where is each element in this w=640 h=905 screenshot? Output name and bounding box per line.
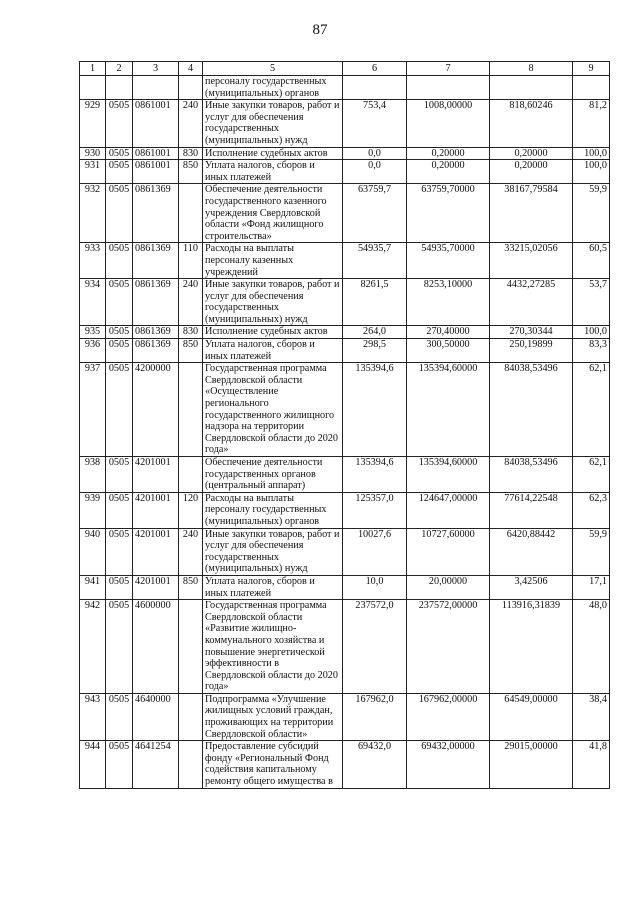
executed-amount-cell: 818,60246 xyxy=(490,100,573,147)
planned-amount-cell: 135394,6 xyxy=(343,457,407,493)
expense-type-cell: 850 xyxy=(179,575,203,599)
row-number-cell: 943 xyxy=(80,693,106,740)
target-article-cell: 4201001 xyxy=(133,457,179,493)
planned-amount-cell xyxy=(343,76,407,100)
target-article-cell: 0861369 xyxy=(133,184,179,243)
executed-amount-cell: 113916,31839 xyxy=(490,600,573,694)
executed-amount-cell: 29015,00000 xyxy=(490,741,573,788)
row-number-cell: 938 xyxy=(80,457,106,493)
planned-amount-cell: 8261,5 xyxy=(343,279,407,326)
expense-type-cell: 240 xyxy=(179,279,203,326)
target-article-cell xyxy=(133,76,179,100)
section-code-cell: 0505 xyxy=(106,528,133,575)
section-code-cell: 0505 xyxy=(106,184,133,243)
section-code-cell: 0505 xyxy=(106,575,133,599)
refined-amount-cell: 300,50000 xyxy=(407,339,490,363)
item-name-cell: Обеспечение деятельности государственных органов (центральный аппарат) xyxy=(203,457,343,493)
row-number-cell: 936 xyxy=(80,339,106,363)
item-name-cell: Государственная программа Свердловской области «Осуществление регионального государственного жилищного надзора на территории Свердловской области до 2020 года» xyxy=(203,363,343,457)
table-row xyxy=(80,492,610,528)
item-name-cell: Государственная программа Свердловской области «Развитие жилищно-коммунального хозяйства и повышение энергетической эффективности в Свердловской области до 2020 года» xyxy=(203,600,343,694)
refined-amount-cell: 135394,60000 xyxy=(407,363,490,457)
header-cell: 1 xyxy=(80,62,106,76)
row-number-cell: 942 xyxy=(80,600,106,694)
planned-amount-cell: 0,0 xyxy=(343,147,407,160)
expense-type-cell xyxy=(179,693,203,740)
refined-amount-cell: 1008,00000 xyxy=(407,100,490,147)
row-number-cell: 931 xyxy=(80,160,106,184)
execution-percent-cell: 17,1 xyxy=(573,575,610,599)
section-code-cell: 0505 xyxy=(106,457,133,493)
executed-amount-cell: 33215,02056 xyxy=(490,243,573,279)
execution-percent-cell: 41,8 xyxy=(573,741,610,788)
execution-percent-cell: 62,1 xyxy=(573,457,610,493)
refined-amount-cell: 20,00000 xyxy=(407,575,490,599)
section-code-cell: 0505 xyxy=(106,100,133,147)
execution-percent-cell: 62,1 xyxy=(573,363,610,457)
executed-amount-cell: 250,19899 xyxy=(490,339,573,363)
execution-percent-cell: 100,0 xyxy=(573,160,610,184)
refined-amount-cell: 0,20000 xyxy=(407,147,490,160)
execution-percent-cell: 100,0 xyxy=(573,147,610,160)
item-name-cell: Иные закупки товаров, работ и услуг для обеспечения государственных (муниципальных) нужд xyxy=(203,528,343,575)
refined-amount-cell: 124647,00000 xyxy=(407,492,490,528)
section-code-cell: 0505 xyxy=(106,693,133,740)
row-number-cell: 932 xyxy=(80,184,106,243)
executed-amount-cell: 84038,53496 xyxy=(490,363,573,457)
expense-type-cell: 850 xyxy=(179,160,203,184)
table-row xyxy=(80,160,610,184)
expense-type-cell xyxy=(179,741,203,788)
target-article-cell: 4201001 xyxy=(133,575,179,599)
planned-amount-cell: 54935,7 xyxy=(343,243,407,279)
planned-amount-cell: 69432,0 xyxy=(343,741,407,788)
refined-amount-cell: 237572,00000 xyxy=(407,600,490,694)
header-cell: 6 xyxy=(343,62,407,76)
target-article-cell: 4201001 xyxy=(133,492,179,528)
execution-percent-cell: 59,9 xyxy=(573,184,610,243)
header-cell: 9 xyxy=(573,62,610,76)
row-number-cell xyxy=(80,76,106,100)
target-article-cell: 4201001 xyxy=(133,528,179,575)
item-name-cell: Расходы на выплаты персоналу казенных учреждений xyxy=(203,243,343,279)
expense-type-cell: 110 xyxy=(179,243,203,279)
expense-type-cell: 120 xyxy=(179,492,203,528)
executed-amount-cell: 0,20000 xyxy=(490,160,573,184)
section-code-cell xyxy=(106,76,133,100)
table-row xyxy=(80,147,610,160)
execution-percent-cell: 53,7 xyxy=(573,279,610,326)
execution-percent-cell: 62,3 xyxy=(573,492,610,528)
row-number-cell: 934 xyxy=(80,279,106,326)
target-article-cell: 0861001 xyxy=(133,160,179,184)
target-article-cell: 4200000 xyxy=(133,363,179,457)
execution-percent-cell: 100,0 xyxy=(573,326,610,339)
target-article-cell: 0861369 xyxy=(133,339,179,363)
expense-type-cell: 240 xyxy=(179,100,203,147)
item-name-cell: Расходы на выплаты персоналу государственных (муниципальных) органов xyxy=(203,492,343,528)
budget-table xyxy=(79,61,610,789)
header-cell: 4 xyxy=(179,62,203,76)
table-row xyxy=(80,279,610,326)
refined-amount-cell: 8253,10000 xyxy=(407,279,490,326)
execution-percent-cell: 83,3 xyxy=(573,339,610,363)
item-name-cell: Уплата налогов, сборов и иных платежей xyxy=(203,160,343,184)
executed-amount-cell: 77614,22548 xyxy=(490,492,573,528)
execution-percent-cell: 81,2 xyxy=(573,100,610,147)
item-name-cell: Исполнение судебных актов xyxy=(203,326,343,339)
item-name-cell: Иные закупки товаров, работ и услуг для обеспечения государственных (муниципальных) нужд xyxy=(203,100,343,147)
expense-type-cell: 830 xyxy=(179,326,203,339)
row-number-cell: 929 xyxy=(80,100,106,147)
refined-amount-cell: 69432,00000 xyxy=(407,741,490,788)
target-article-cell: 0861369 xyxy=(133,326,179,339)
expense-type-cell xyxy=(179,457,203,493)
table-row xyxy=(80,184,610,243)
target-article-cell: 0861369 xyxy=(133,243,179,279)
target-article-cell: 4600000 xyxy=(133,600,179,694)
section-code-cell: 0505 xyxy=(106,339,133,363)
expense-type-cell: 830 xyxy=(179,147,203,160)
refined-amount-cell: 167962,00000 xyxy=(407,693,490,740)
execution-percent-cell: 48,0 xyxy=(573,600,610,694)
expense-type-cell: 240 xyxy=(179,528,203,575)
executed-amount-cell: 4432,27285 xyxy=(490,279,573,326)
section-code-cell: 0505 xyxy=(106,492,133,528)
item-name-cell: Иные закупки товаров, работ и услуг для обеспечения государственных (муниципальных) нужд xyxy=(203,279,343,326)
executed-amount-cell: 0,20000 xyxy=(490,147,573,160)
item-name-cell: Уплата налогов, сборов и иных платежей xyxy=(203,575,343,599)
row-number-cell: 940 xyxy=(80,528,106,575)
table-row xyxy=(80,243,610,279)
row-number-cell: 941 xyxy=(80,575,106,599)
planned-amount-cell: 298,5 xyxy=(343,339,407,363)
table-row xyxy=(80,693,610,740)
row-number-cell: 933 xyxy=(80,243,106,279)
item-name-cell: Подпрограмма «Улучшение жилищных условий граждан, проживающих на территории Свердловской области» xyxy=(203,693,343,740)
executed-amount-cell: 3,42506 xyxy=(490,575,573,599)
table-row xyxy=(80,363,610,457)
expense-type-cell xyxy=(179,184,203,243)
refined-amount-cell: 10727,60000 xyxy=(407,528,490,575)
target-article-cell: 4640000 xyxy=(133,693,179,740)
row-number-cell: 944 xyxy=(80,741,106,788)
page-number: 87 xyxy=(312,22,328,38)
planned-amount-cell: 10027,6 xyxy=(343,528,407,575)
executed-amount-cell: 64549,00000 xyxy=(490,693,573,740)
execution-percent-cell: 60,5 xyxy=(573,243,610,279)
executed-amount-cell: 84038,53496 xyxy=(490,457,573,493)
header-cell: 5 xyxy=(203,62,343,76)
table-row xyxy=(80,339,610,363)
item-name-cell: Уплата налогов, сборов и иных платежей xyxy=(203,339,343,363)
refined-amount-cell: 135394,60000 xyxy=(407,457,490,493)
target-article-cell: 0861001 xyxy=(133,100,179,147)
executed-amount-cell: 270,30344 xyxy=(490,326,573,339)
header-row xyxy=(80,62,610,76)
planned-amount-cell: 264,0 xyxy=(343,326,407,339)
executed-amount-cell xyxy=(490,76,573,100)
section-code-cell: 0505 xyxy=(106,741,133,788)
section-code-cell: 0505 xyxy=(106,600,133,694)
table-row xyxy=(80,457,610,493)
refined-amount-cell: 270,40000 xyxy=(407,326,490,339)
target-article-cell: 0861001 xyxy=(133,147,179,160)
planned-amount-cell: 125357,0 xyxy=(343,492,407,528)
table-row xyxy=(80,575,610,599)
header-cell: 2 xyxy=(106,62,133,76)
planned-amount-cell: 167962,0 xyxy=(343,693,407,740)
row-number-cell: 935 xyxy=(80,326,106,339)
target-article-cell: 0861369 xyxy=(133,279,179,326)
table-row xyxy=(80,600,610,694)
row-number-cell: 930 xyxy=(80,147,106,160)
table-row xyxy=(80,326,610,339)
executed-amount-cell: 38167,79584 xyxy=(490,184,573,243)
item-name-cell: персоналу государственных (муниципальных) органов xyxy=(203,76,343,100)
item-name-cell: Исполнение судебных актов xyxy=(203,147,343,160)
execution-percent-cell: 59,9 xyxy=(573,528,610,575)
execution-percent-cell: 38,4 xyxy=(573,693,610,740)
row-number-cell: 937 xyxy=(80,363,106,457)
table-body xyxy=(80,76,610,789)
expense-type-cell: 850 xyxy=(179,339,203,363)
planned-amount-cell: 63759,7 xyxy=(343,184,407,243)
header-cell: 3 xyxy=(133,62,179,76)
table-row xyxy=(80,528,610,575)
expense-type-cell xyxy=(179,363,203,457)
planned-amount-cell: 0,0 xyxy=(343,160,407,184)
expense-type-cell xyxy=(179,76,203,100)
execution-percent-cell xyxy=(573,76,610,100)
section-code-cell: 0505 xyxy=(106,160,133,184)
executed-amount-cell: 6420,88442 xyxy=(490,528,573,575)
header-cell: 8 xyxy=(490,62,573,76)
planned-amount-cell: 10,0 xyxy=(343,575,407,599)
refined-amount-cell: 63759,70000 xyxy=(407,184,490,243)
section-code-cell: 0505 xyxy=(106,279,133,326)
section-code-cell: 0505 xyxy=(106,243,133,279)
item-name-cell: Предоставление субсидий фонду «Региональный Фонд содействия капитальному ремонту общего имущества в xyxy=(203,741,343,788)
target-article-cell: 4641254 xyxy=(133,741,179,788)
table-row xyxy=(80,741,610,788)
planned-amount-cell: 237572,0 xyxy=(343,600,407,694)
row-number-cell: 939 xyxy=(80,492,106,528)
section-code-cell: 0505 xyxy=(106,326,133,339)
header-cell: 7 xyxy=(407,62,490,76)
item-name-cell: Обеспечение деятельности государственного казенного учреждения Свердловской области «Фонд жилищного строительства» xyxy=(203,184,343,243)
planned-amount-cell: 135394,6 xyxy=(343,363,407,457)
refined-amount-cell: 0,20000 xyxy=(407,160,490,184)
refined-amount-cell: 54935,70000 xyxy=(407,243,490,279)
table-row xyxy=(80,76,610,100)
expense-type-cell xyxy=(179,600,203,694)
section-code-cell: 0505 xyxy=(106,147,133,160)
table-row xyxy=(80,100,610,147)
section-code-cell: 0505 xyxy=(106,363,133,457)
refined-amount-cell xyxy=(407,76,490,100)
planned-amount-cell: 753,4 xyxy=(343,100,407,147)
